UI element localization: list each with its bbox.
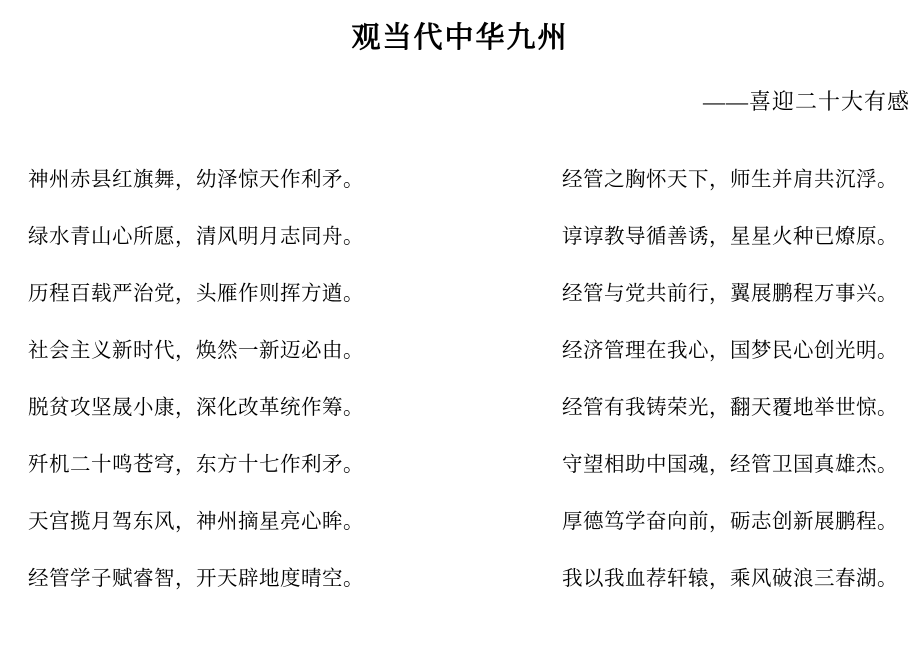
poem-line: 我以我血荐轩辕，乘风破浪三春湖。 [562,567,898,590]
poem-line: 绿水青山心所愿，清风明月志同舟。 [28,225,364,248]
poem-line: 经济管理在我心，国梦民心创光明。 [562,339,898,362]
poem-line: 经管之胸怀天下，师生并肩共沉浮。 [562,168,898,191]
poem-line: 经管有我铸荣光，翻天覆地举世惊。 [562,396,898,419]
poem-body [0,151,920,607]
poem-line: 天宫揽月驾东风，神州摘星亮心眸。 [28,510,364,533]
page-title: 观当代中华九州 [351,22,569,54]
poem-column-right [562,151,898,607]
poem-line: 经管与党共前行，翼展鹏程万事兴。 [562,282,898,305]
poem-line: 谆谆教导循善诱，星星火种已燎原。 [562,225,898,248]
document-page [0,18,920,667]
poem-line: 歼机二十鸣苍穹，东方十七作利矛。 [28,453,364,476]
poem-line: 厚德笃学奋向前，砺志创新展鹏程。 [562,510,898,533]
poem-line: 历程百载严治党，头雁作则挥方遒。 [28,282,364,305]
poem-column-left [28,151,364,607]
document-subtitle: ——喜迎二十大有感 [702,88,910,114]
poem-line: 经管学子赋睿智，开天辟地度晴空。 [28,567,364,590]
poem-line: 守望相助中国魂，经管卫国真雄杰。 [562,453,898,476]
poem-line: 神州赤县红旗舞，幼泽惊天作利矛。 [28,168,364,191]
poem-line: 脱贫攻坚晟小康，深化改革统作筹。 [28,396,364,419]
poem-line: 社会主义新时代，焕然一新迈必由。 [28,339,364,362]
